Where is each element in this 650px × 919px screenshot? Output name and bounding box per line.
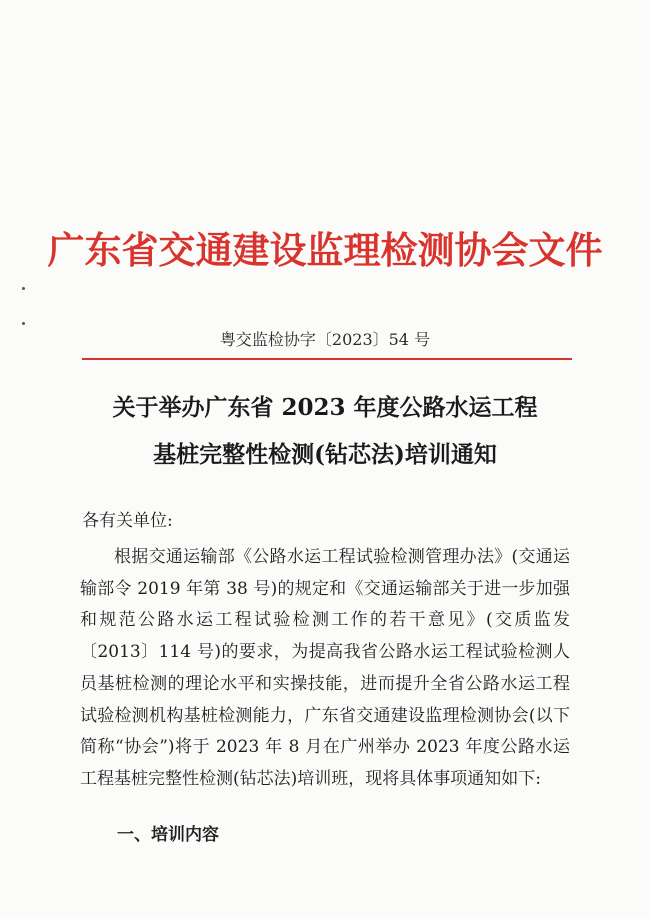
red-divider-line — [82, 358, 572, 360]
salutation: 各有关单位: — [82, 511, 173, 531]
scan-speck — [22, 287, 25, 290]
document-header-title: 广东省交通建设监理检测协会文件 — [47, 228, 603, 272]
notice-title-line-2: 基桩完整性检测(钻芯法)培训通知 — [153, 441, 497, 468]
scan-speck — [22, 322, 25, 325]
notice-title-line-1: 关于举办广东省 2023 年度公路水运工程 — [112, 394, 538, 421]
document-number: 粤交监检协字〔2023〕54 号 — [219, 330, 431, 349]
section-heading-training-content: 一、培训内容 — [117, 825, 219, 845]
body-paragraph: 根据交通运输部《公路水运工程试验检测管理办法》(交通运输部令 2019 年第 38 号)的规定和《交通运输部关于进一步加强和规范公路水运工程试验检测工作的若干意见》(交质监发〔2013〕114 号)的要求，为提高我省公路水运工程试验检测人员基桩检测的理论水平和实操技能，进而提升全省公路水运工程试验检测机构基桩检测能力，广东省交通建设监理检测协会(以下简称“协会”)将于 2023 年 8 月在广州举办 2023 年度公路水运工程基桩完整性检测(钻芯法)培训班，现将具体事项通知如下: — [80, 547, 570, 789]
